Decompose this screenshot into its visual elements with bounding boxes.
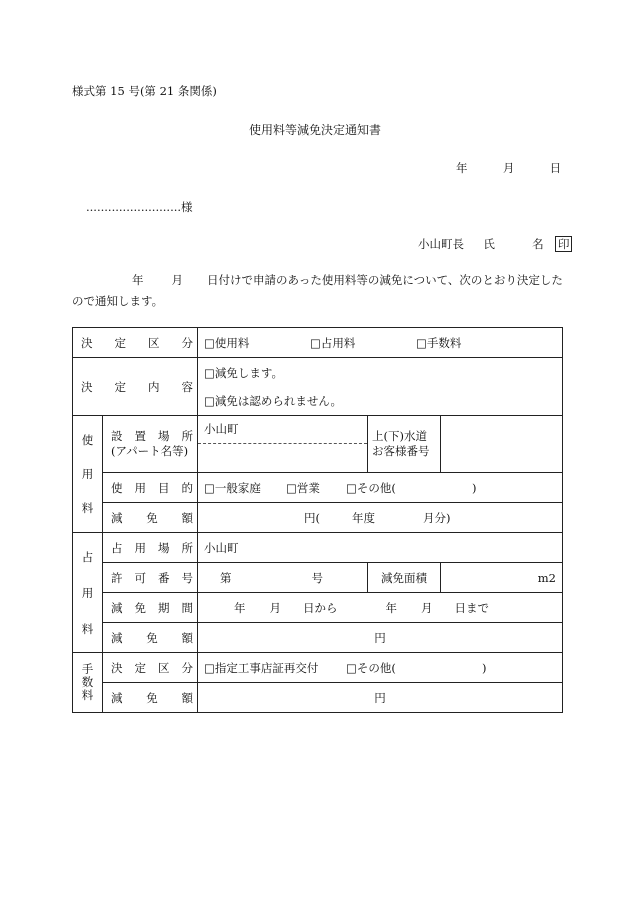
tesuryo-group-label: [73, 653, 103, 713]
shiyoryo-amount-value[interactable]: [198, 503, 563, 533]
group-char: 料: [81, 621, 94, 636]
tesuryo-close-paren: ): [482, 660, 487, 675]
checkbox-business[interactable]: □営業: [286, 480, 320, 495]
naiyo-options: [198, 358, 563, 416]
decision-table: [72, 327, 563, 713]
location-value[interactable]: 小山町: [198, 416, 367, 444]
checkbox-shiyoryo[interactable]: □使用料: [204, 335, 250, 350]
customer-label-line2: お客様番号: [372, 444, 430, 458]
addressee: [86, 200, 193, 214]
amount-yen: 円(: [304, 510, 320, 525]
table-row: [73, 563, 563, 593]
other-close-paren: ): [472, 480, 477, 495]
location-label-cell: [103, 416, 198, 473]
location-value-cell: [198, 416, 368, 473]
form-number: 様式第 15 号(第 21 条関係): [72, 84, 217, 98]
checkbox-tesuryo-other[interactable]: □その他(: [346, 660, 396, 675]
tesuryo-amount-value[interactable]: 円: [198, 683, 563, 713]
group-char: 用: [81, 585, 94, 600]
period-to-month: 月: [421, 600, 433, 615]
table-row: [73, 683, 563, 713]
group-char: 料: [81, 501, 94, 515]
table-row: [73, 328, 563, 358]
period-to-day: 日まで: [454, 600, 489, 615]
period-to-year: 年: [385, 600, 397, 615]
issuer-title: 小山町長: [418, 237, 464, 251]
table-row: [73, 533, 563, 563]
checkbox-genmen[interactable]: □減免します。: [204, 365, 283, 380]
date-line: [456, 161, 561, 175]
table-row: [73, 653, 563, 683]
naiyo-label: 決 定 内 容: [73, 358, 198, 416]
customer-label-line1: 上(下)水道: [372, 429, 427, 443]
date-month: 月: [502, 161, 515, 175]
seal-box: 印: [555, 236, 573, 252]
checkbox-other[interactable]: □その他(: [346, 480, 396, 495]
shiyoryo-group-label: [73, 416, 103, 533]
body-text: 日付けで申請のあった使用料等の減免について、次のとおり決定したので通知します。: [72, 273, 563, 308]
table-row: [73, 623, 563, 653]
date-day: 日: [549, 161, 562, 175]
table-row: [73, 416, 563, 473]
body-paragraph: [72, 270, 564, 312]
checkbox-senyoryo[interactable]: □占用料: [310, 335, 356, 350]
issuer-mei: 名: [532, 237, 544, 251]
area-unit[interactable]: m2: [441, 563, 563, 593]
group-char: 数: [81, 675, 94, 689]
senyoryo-group-label: [73, 533, 103, 653]
table-row: [73, 473, 563, 503]
issuer: [418, 236, 572, 252]
senyoryo-amount-value[interactable]: 円: [198, 623, 563, 653]
period-label: 減 免 期 間: [103, 593, 198, 623]
amount-nendo: 年度: [352, 510, 375, 525]
document-title: 使用料等減免決定通知書: [248, 123, 381, 137]
permit-label: 許 可 番 号: [103, 563, 198, 593]
tesuryo-kubun-label: 決 定 区 分: [103, 653, 198, 683]
group-char: 占: [81, 549, 94, 564]
location-blank[interactable]: [198, 444, 367, 472]
table-row: [73, 503, 563, 533]
group-char: 使: [81, 433, 94, 447]
senyoryo-amount-label: 減 免 額: [103, 623, 198, 653]
group-char: 料: [81, 688, 94, 702]
purpose-label: 使 用 目 的: [103, 473, 198, 503]
period-from-year: 年: [234, 600, 246, 615]
addressee-dots: ..........................: [86, 200, 182, 214]
tesuryo-amount-label: 減 免 額: [103, 683, 198, 713]
checkbox-reissue[interactable]: □指定工事店証再交付: [204, 660, 319, 675]
place-label: 占 用 場 所: [103, 533, 198, 563]
table-row: [73, 358, 563, 416]
addressee-sama: 様: [181, 200, 193, 214]
checkbox-household[interactable]: □一般家庭: [204, 480, 261, 495]
location-label: 設 置 場 所: [111, 429, 193, 443]
permit-go: 号: [311, 570, 323, 585]
date-year: 年: [456, 161, 468, 175]
issuer-shi: 氏: [483, 237, 495, 251]
kubun-options: [198, 328, 563, 358]
permit-dai: 第: [220, 570, 232, 585]
purpose-options: [198, 473, 563, 503]
shiyoryo-amount-label: 減 免 額: [103, 503, 198, 533]
checkbox-tesuryo[interactable]: □手数料: [416, 335, 462, 350]
permit-value[interactable]: [198, 563, 368, 593]
kubun-label: 決 定 区 分: [73, 328, 198, 358]
customer-number-value[interactable]: [441, 416, 563, 473]
customer-number-label: [368, 416, 441, 473]
tesuryo-kubun-options: [198, 653, 563, 683]
body-month: 月: [171, 273, 183, 287]
body-year: 年: [132, 273, 144, 287]
table-row: [73, 593, 563, 623]
group-char: 手: [81, 662, 94, 676]
place-value[interactable]: 小山町: [198, 533, 563, 563]
period-from-day: 日から: [303, 600, 338, 615]
location-sub-label: (アパート名等): [111, 444, 189, 458]
period-from-month: 月: [269, 600, 281, 615]
checkbox-not-approved[interactable]: □減免は認められません。: [204, 393, 343, 408]
area-label: 減免面積: [368, 563, 441, 593]
period-value[interactable]: [198, 593, 563, 623]
group-char: 用: [81, 467, 94, 481]
amount-month: 月分): [423, 510, 451, 525]
